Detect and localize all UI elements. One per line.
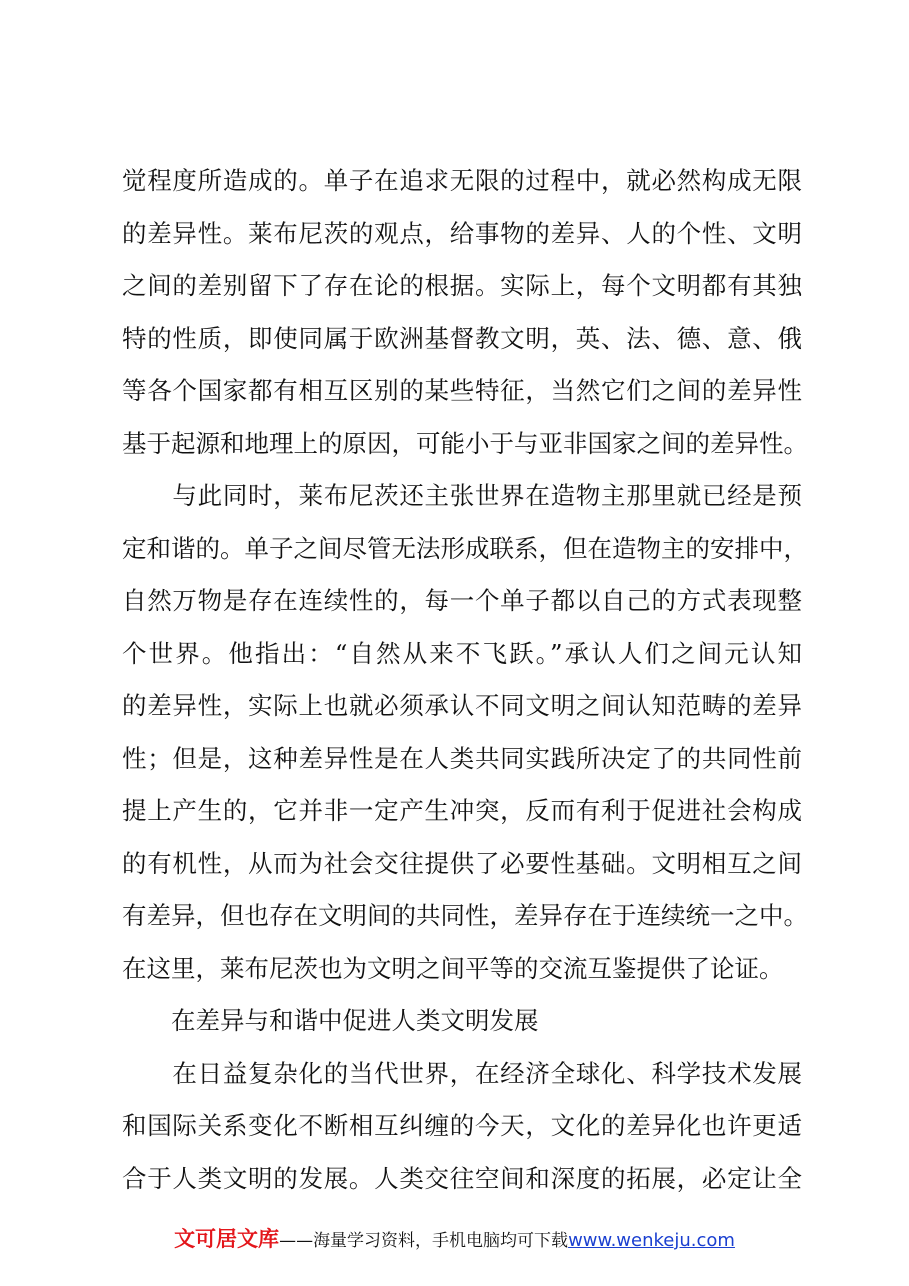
paragraph-line: 基于起源和地理上的原因，可能小于与亚非国家之间的差异性。 (122, 429, 808, 458)
paragraph-line: 在这里，莱布尼茨也为文明之间平等的交流互鉴提供了论证。 (122, 954, 784, 983)
paragraph-line: 定和谐的。单子之间尽管无法形成联系，但在造物主的安排中， (122, 534, 808, 563)
section-heading: 在差异与和谐中促进人类文明发展 (122, 1006, 539, 1035)
paragraph-line: 的有机性，从而为社会交往提供了必要性基础。文明相互之间 (122, 849, 802, 878)
paragraph-line: 的差异性，实际上也就必须承认不同文明之间认知范畴的差异 (122, 691, 802, 720)
page-footer (0, 1222, 909, 1256)
footer-tagline: ——海量学习资料，手机电脑均可下载 (279, 1231, 569, 1251)
paragraph-line: 在日益复杂化的当代世界，在经济全球化、科学技术发展 (122, 1059, 802, 1088)
paragraph-line: 特的性质，即使同属于欧洲基督教文明，英、法、德、意、俄 (122, 324, 802, 353)
paragraph-line: 性；但是，这种差异性是在人类共同实践所决定了的共同性前 (122, 744, 802, 773)
footer-brand: 文可居文库 (174, 1227, 280, 1251)
paragraph-line: 与此同时，莱布尼茨还主张世界在造物主那里就已经是预 (122, 481, 802, 510)
paragraph-line: 和国际关系变化不断相互纠缠的今天，文化的差异化也许更适 (122, 1111, 802, 1140)
paragraph-line: 自然万物是存在连续性的，每一个单子都以自己的方式表现整 (122, 586, 802, 615)
paragraph-line: 等各个国家都有相互区别的某些特征，当然它们之间的差异性 (122, 376, 802, 405)
paragraph-line: 有差异，但也存在文明间的共同性，差异存在于连续统一之中。 (122, 901, 808, 930)
paragraph-line: 提上产生的，它并非一定产生冲突，反而有利于促进社会构成 (122, 796, 802, 825)
paragraph-line: 的差异性。莱布尼茨的观点，给事物的差异、人的个性、文明 (122, 219, 802, 248)
paragraph-line: 个世界。他指出：“自然从来不飞跃。”承认人们之间元认知 (122, 639, 802, 668)
footer-site-link[interactable]: www.wenkeju.com (568, 1230, 735, 1251)
paragraph-line: 合于人类文明的发展。人类交往空间和深度的拓展，必定让全 (122, 1164, 802, 1193)
paragraph-line: 觉程度所造成的。单子在追求无限的过程中，就必然构成无限 (122, 166, 802, 195)
paragraph-line: 之间的差别留下了存在论的根据。实际上，每个文明都有其独 (122, 271, 802, 300)
